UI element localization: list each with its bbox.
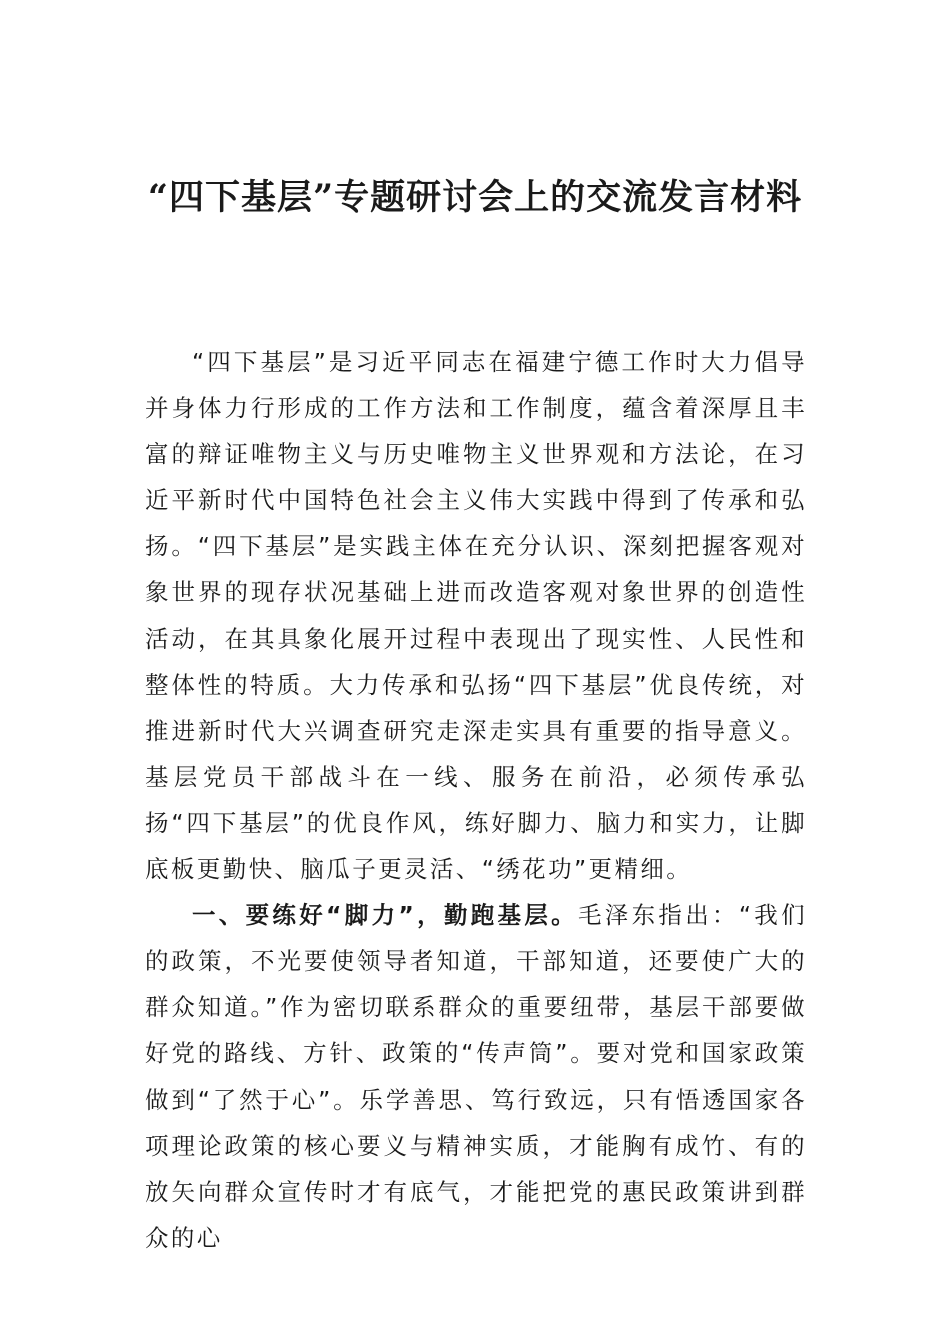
document-body (145, 339, 807, 1261)
intro-paragraph-text: “四下基层”是习近平同志在福建宁德工作时大力倡导并身体力行形成的工作方法和工作制度，蕴含着深厚且丰富的辩证唯物主义与历史唯物主义世界观和方法论，在习近平新时代中国特色社会主义伟大实践中得到了传承和弘扬。“四下基层”是实践主体在充分认识、深刻把握客观对象世界的现存状况基础上进而改造客观对象世界的创造性活动，在其具象化展开过程中表现出了现实性、人民性和整体性的特质。大力传承和弘扬“四下基层”优良传统，对推进新时代大兴调查研究走深走实具有重要的指导意义。基层党员干部战斗在一线、服务在前沿，必须传承弘扬“四下基层”的优良作风，练好脚力、脑力和实力，让脚底板更勤快、脑瓜子更灵活、“绣花功”更精细。 (145, 348, 807, 884)
section-one-paragraph (145, 892, 807, 1261)
section-one-text: 毛泽东指出：“我们的政策，不光要使领导者知道，干部知道，还要使广大的群众知道。”作为密切联系群众的重要纽带，基层干部要做好党的路线、方针、政策的“传声筒”。要对党和国家政策做到“了然于心”。乐学善思、笃行致远，只有悟透国家各项理论政策的核心要义与精神实质，才能胸有成竹、有的放矢向群众宣传时才有底气，才能把党的惠民政策讲到群众的心 (145, 901, 808, 1252)
document-title: “四下基层”专题研讨会上的交流发言材料 (147, 177, 803, 218)
intro-paragraph (145, 339, 807, 892)
section-one-heading: 一、要练好“脚力”，勤跑基层。 (192, 901, 578, 930)
